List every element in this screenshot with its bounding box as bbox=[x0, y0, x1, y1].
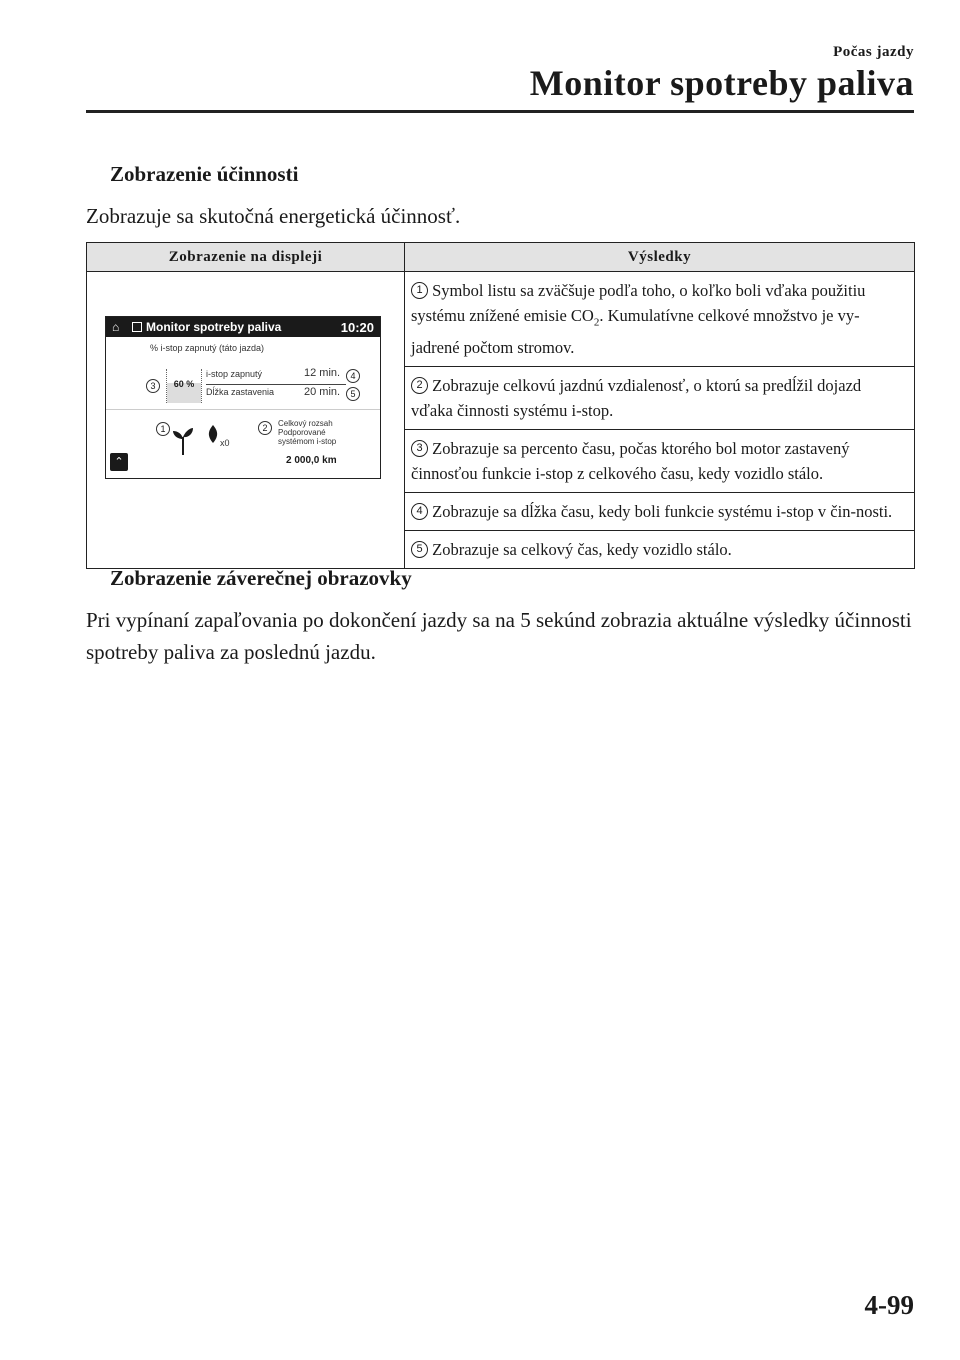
display-cell bbox=[87, 272, 405, 569]
range-line-2: Podporované bbox=[278, 428, 326, 437]
display-time: 10:20 bbox=[340, 320, 374, 335]
col-header-results: Výsledky bbox=[405, 243, 915, 272]
section-label: Počas jazdy bbox=[833, 44, 914, 60]
display-title: Monitor spotreby paliva bbox=[146, 320, 282, 334]
col-header-display: Zobrazenie na displeji bbox=[87, 243, 405, 272]
result-text-5: Zobrazuje sa celkový čas, kedy vozidlo stálo. bbox=[432, 540, 732, 560]
result-item-5 bbox=[405, 531, 915, 569]
result-text-3: Zobrazuje sa percento času, počas ktorého bol motor zastavený činnosťou funkcie i-stop z celkového času, kedy vozidlo stálo. bbox=[411, 439, 850, 484]
final-screen-body: Pri vypínaní zapaľovania po dokončení jazdy sa na 5 sekúnd zobrazia aktuálne výsledky účinnosti spotreby paliva za poslednú jazdu. bbox=[86, 608, 912, 664]
range-line-3: systémom i-stop bbox=[278, 437, 337, 446]
screen-icon bbox=[132, 322, 142, 332]
home-icon: ⌂ bbox=[112, 320, 120, 334]
result-number-5: 5 bbox=[411, 541, 428, 558]
istop-percent: 60 % bbox=[173, 379, 195, 389]
callout-2: 2 bbox=[258, 421, 272, 435]
display-subtitle: % i-stop zapnutý (táto jazda) bbox=[150, 343, 265, 353]
display-divider bbox=[106, 409, 380, 410]
callout-5: 5 bbox=[346, 387, 360, 401]
results-table bbox=[86, 242, 915, 569]
stop-length-label: Dĺžka zastavenia bbox=[206, 387, 275, 397]
range-value: 2 000,0 km bbox=[286, 455, 337, 466]
istop-on-value: 12 min. bbox=[304, 367, 341, 379]
result-text-2: Zobrazuje celkovú jazdnú vzdialenosť, o ktorú sa predĺžil dojazd vďaka činnosti systému i-stop. bbox=[411, 376, 862, 421]
page-number: 4-99 bbox=[864, 1290, 914, 1320]
leaf-icon bbox=[206, 425, 220, 445]
result-item-4 bbox=[405, 493, 915, 531]
row-divider bbox=[206, 384, 346, 385]
efficiency-heading: Zobrazenie účinnosti bbox=[110, 162, 299, 186]
title-rule bbox=[86, 110, 914, 113]
final-screen-heading: Zobrazenie záverečnej obrazovky bbox=[110, 566, 412, 590]
istop-on-label: i-stop zapnutý bbox=[206, 369, 263, 379]
display-header bbox=[106, 317, 380, 337]
result-text-1b: . Kumulatívne celkové množstvo je vy-jadrené počtom stromov. bbox=[411, 306, 860, 358]
callout-1: 1 bbox=[156, 422, 170, 436]
callout-3: 3 bbox=[146, 379, 160, 393]
result-item-3 bbox=[405, 430, 915, 493]
result-item-1 bbox=[405, 272, 915, 367]
range-line-1: Celkový rozsah bbox=[278, 419, 333, 428]
efficiency-intro: Zobrazuje sa skutočná energetická účinnosť. bbox=[86, 204, 461, 228]
fuel-monitor-display bbox=[105, 316, 381, 479]
tree-count: x0 bbox=[220, 438, 230, 448]
chevron-up-icon[interactable]: ⌃ bbox=[110, 453, 128, 471]
result-text-4: Zobrazuje sa dĺžka času, kedy boli funkcie systému i-stop v čin-nosti. bbox=[432, 502, 893, 522]
leaf-sprout-icon bbox=[172, 425, 194, 455]
result-number-4: 4 bbox=[411, 503, 428, 520]
page-title: Monitor spotreby paliva bbox=[529, 63, 914, 103]
range-caption bbox=[278, 419, 336, 446]
co2-subscript: 2 bbox=[593, 316, 600, 329]
result-number-3: 3 bbox=[411, 440, 428, 457]
callout-4: 4 bbox=[346, 369, 360, 383]
result-text-1a: Symbol listu sa zväčšuje podľa toho, o koľko boli vďaka použitiu systému znížené emisie CO bbox=[411, 281, 866, 325]
result-item-2 bbox=[405, 367, 915, 430]
result-number-1: 1 bbox=[411, 282, 428, 299]
istop-gauge bbox=[166, 369, 202, 403]
stop-length-value: 20 min. bbox=[304, 386, 341, 398]
result-number-2: 2 bbox=[411, 377, 428, 394]
